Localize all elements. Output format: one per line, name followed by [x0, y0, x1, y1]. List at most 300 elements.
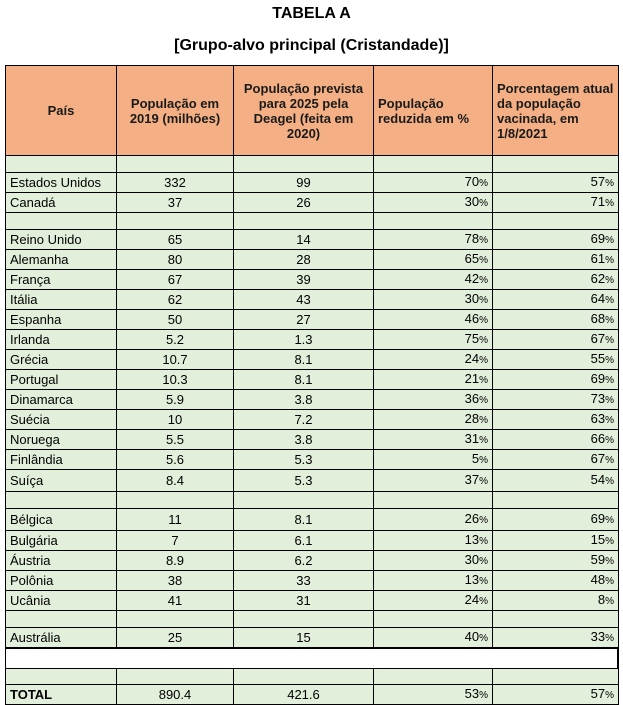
pop2025-cell-value: 5.3 — [294, 473, 313, 488]
percent-sign: % — [605, 576, 614, 587]
header-vaccinated: Porcentagem atual da população vacinada, em 1/8/2021 — [493, 66, 619, 156]
reduced-cell — [374, 193, 493, 213]
table-title: TABELA A — [272, 5, 351, 22]
reduced-cell-value: 46 — [464, 311, 480, 326]
percent-sign: % — [479, 415, 488, 426]
pop2019-cell — [117, 193, 234, 213]
percent-sign: % — [479, 435, 488, 446]
blank-cell — [493, 611, 619, 628]
percent-sign: % — [605, 395, 614, 406]
pop2025-cell-value: 1.3 — [294, 332, 313, 347]
table-row — [6, 509, 619, 531]
reduced-cell-value: 30 — [464, 552, 480, 567]
country-cell-value: Reino Unido — [10, 232, 82, 247]
pop2019-cell — [117, 390, 234, 410]
percent-sign: % — [479, 335, 488, 346]
pop2025-cell — [234, 310, 374, 330]
blank-cell — [6, 156, 117, 173]
pop2019-cell — [117, 310, 234, 330]
reduced-cell-value: 24 — [464, 351, 480, 366]
vaccinated-cell — [493, 470, 619, 492]
country-cell-value: Austrália — [10, 630, 61, 645]
country-cell-value: Irlanda — [10, 332, 50, 347]
table-row — [6, 370, 619, 390]
country-cell — [6, 173, 117, 193]
pop2025-cell — [234, 450, 374, 470]
blank-cell — [374, 213, 493, 230]
table-row — [6, 410, 619, 430]
country-cell — [6, 290, 117, 310]
country-cell — [6, 410, 117, 430]
pop2025-cell — [234, 350, 374, 370]
country-cell-value: Canadá — [10, 195, 56, 210]
country-cell — [6, 193, 117, 213]
reduced-cell — [374, 470, 493, 492]
percent-sign: % — [479, 515, 488, 526]
reduced-cell — [374, 450, 493, 470]
country-cell-value: Espanha — [10, 312, 62, 327]
pop2025-cell-value: 7.2 — [294, 412, 313, 427]
pop2025-cell-value: 31 — [296, 593, 311, 608]
table-row — [6, 330, 619, 350]
country-cell — [6, 551, 117, 571]
blank-cell — [374, 156, 493, 173]
blank-cell — [374, 668, 493, 685]
country-cell-value: Polônia — [10, 573, 54, 588]
percent-sign: % — [479, 536, 488, 547]
pop2019-cell-value: 5.2 — [165, 332, 185, 347]
pop2019-cell-value: 50 — [167, 312, 183, 327]
vaccinated-cell — [493, 591, 619, 611]
reduced-cell-value: 26 — [464, 511, 480, 526]
pop2019-cell-value: 11 — [168, 512, 182, 527]
blank-row — [6, 492, 619, 509]
percent-sign: % — [605, 198, 614, 209]
country-cell — [6, 370, 117, 390]
percent-sign: % — [605, 255, 614, 266]
pop2025-cell-value: 26 — [296, 195, 311, 210]
blank-cell — [117, 213, 234, 230]
reduced-cell-value: 21 — [464, 371, 480, 386]
pop2025-cell-value: 5.3 — [294, 452, 313, 467]
blank-cell — [117, 156, 234, 173]
pop2025-cell-value: 421.6 — [287, 687, 320, 702]
percent-sign: % — [479, 275, 488, 286]
pop2025-cell — [234, 173, 374, 193]
pop2019-cell-value: 10.3 — [162, 372, 188, 387]
percent-sign: % — [479, 576, 488, 587]
pop2019-cell-value: 10 — [167, 412, 183, 427]
pop2019-cell — [117, 551, 234, 571]
total-row — [6, 685, 619, 705]
pop2025-cell — [234, 470, 374, 492]
blank-cell — [234, 492, 374, 509]
pop2025-cell-value: 8.1 — [294, 512, 313, 527]
country-cell-value: Bélgica — [10, 512, 53, 527]
pop2019-cell-value: 67 — [167, 272, 183, 287]
reduced-cell-value: 28 — [464, 411, 480, 426]
pop2019-cell-value: 62 — [167, 292, 183, 307]
pop2019-cell — [117, 370, 234, 390]
pop2025-cell-value: 27 — [296, 312, 311, 327]
vaccinated-cell — [493, 370, 619, 390]
blank-row — [6, 213, 619, 230]
blank-cell — [493, 492, 619, 509]
vaccinated-cell — [493, 270, 619, 290]
country-cell — [6, 310, 117, 330]
country-cell — [6, 350, 117, 370]
percent-sign: % — [479, 178, 488, 189]
blank-cell — [374, 611, 493, 628]
vaccinated-cell — [493, 685, 619, 705]
percent-sign: % — [605, 476, 614, 487]
table-row — [6, 290, 619, 310]
blank-row — [6, 156, 619, 173]
pop2019-cell — [117, 330, 234, 350]
reduced-cell-value: 53 — [464, 686, 480, 701]
vaccinated-cell-value: 71 — [590, 194, 606, 209]
table-row — [6, 230, 619, 250]
pop2025-cell-value: 99 — [296, 175, 311, 190]
percent-sign: % — [479, 235, 488, 246]
percent-sign: % — [605, 596, 614, 607]
pop2019-cell-value: 8.9 — [165, 553, 185, 568]
percent-sign: % — [479, 395, 488, 406]
country-cell — [6, 591, 117, 611]
header-pop2019: População em 2019 (milhões) — [117, 66, 234, 156]
pop2019-cell — [117, 685, 234, 705]
percent-sign: % — [605, 295, 614, 306]
country-cell — [6, 390, 117, 410]
pop2025-cell-value: 6.1 — [294, 533, 313, 548]
pop2025-cell — [234, 628, 374, 648]
pop2019-cell-value: 890.4 — [158, 687, 192, 702]
country-cell — [6, 571, 117, 591]
reduced-cell-value: 31 — [464, 431, 480, 446]
pop2025-cell-value: 39 — [296, 272, 311, 287]
pop2019-cell-value: 5.5 — [165, 432, 185, 447]
pop2025-cell-value: 3.8 — [294, 392, 313, 407]
percent-sign: % — [479, 315, 488, 326]
table-row — [6, 173, 619, 193]
header-country: País — [6, 66, 117, 156]
pop2025-cell — [234, 430, 374, 450]
pop2019-cell-value: 65 — [167, 232, 183, 247]
reduced-cell — [374, 430, 493, 450]
percent-sign: % — [605, 375, 614, 386]
table-row — [6, 450, 619, 470]
header-row — [6, 66, 619, 156]
percent-sign: % — [479, 255, 488, 266]
table-subtitle: [Grupo-alvo principal (Cristandade)] — [174, 37, 449, 54]
pop2025-cell — [234, 290, 374, 310]
vaccinated-cell — [493, 173, 619, 193]
vaccinated-cell-value: 69 — [590, 231, 606, 246]
country-cell-value: Alemanha — [10, 252, 69, 267]
vaccinated-cell — [493, 230, 619, 250]
percent-sign: % — [605, 455, 614, 466]
pop2025-cell-value: 3.8 — [294, 432, 313, 447]
percent-sign: % — [605, 275, 614, 286]
vaccinated-cell-value: 73 — [590, 391, 606, 406]
pop2025-cell — [234, 270, 374, 290]
pop2019-cell-value: 38 — [167, 573, 183, 588]
reduced-cell — [374, 628, 493, 648]
country-cell-value: Dinamarca — [10, 392, 73, 407]
table-row — [6, 551, 619, 571]
blank-cell — [6, 668, 117, 685]
country-cell — [6, 531, 117, 551]
vaccinated-cell-value: 66 — [590, 431, 606, 446]
reduced-cell-value: 37 — [464, 472, 480, 487]
vaccinated-cell — [493, 450, 619, 470]
blank-cell — [234, 611, 374, 628]
reduced-cell — [374, 330, 493, 350]
table-row — [6, 430, 619, 450]
percent-sign: % — [479, 556, 488, 567]
pop2025-cell — [234, 250, 374, 270]
country-cell — [6, 270, 117, 290]
reduced-cell-value: 65 — [464, 251, 480, 266]
vaccinated-cell-value: 67 — [590, 331, 606, 346]
table-row — [6, 390, 619, 410]
vaccinated-cell — [493, 310, 619, 330]
pop2025-cell-value: 8.1 — [294, 372, 313, 387]
vaccinated-cell-value: 68 — [590, 311, 606, 326]
vaccinated-cell-value: 67 — [590, 451, 606, 466]
vaccinated-cell — [493, 509, 619, 531]
country-cell-value: Estados Unidos — [10, 175, 102, 190]
blank-row — [6, 611, 619, 628]
country-cell-value: Noruega — [10, 432, 60, 447]
reduced-cell-value: 40 — [464, 629, 480, 644]
pop2019-cell — [117, 230, 234, 250]
pop2025-cell — [234, 591, 374, 611]
percent-sign: % — [605, 536, 614, 547]
percent-sign: % — [479, 375, 488, 386]
pop2025-cell — [234, 531, 374, 551]
vaccinated-cell — [493, 350, 619, 370]
country-cell — [6, 250, 117, 270]
percent-sign: % — [479, 355, 488, 366]
vaccinated-cell-value: 55 — [590, 351, 606, 366]
country-cell-value: Bulgária — [10, 533, 58, 548]
reduced-cell — [374, 390, 493, 410]
pop2019-cell-value: 10.7 — [162, 352, 188, 367]
pop2025-cell-value: 6.2 — [294, 553, 313, 568]
reduced-cell — [374, 591, 493, 611]
blank-cell — [493, 213, 619, 230]
country-cell — [6, 685, 117, 705]
blank-cell — [374, 492, 493, 509]
vaccinated-cell-value: 54 — [590, 472, 606, 487]
vaccinated-cell-value: 48 — [590, 572, 606, 587]
percent-sign: % — [605, 435, 614, 446]
header-reduced: População reduzida em % — [374, 66, 493, 156]
reduced-cell — [374, 173, 493, 193]
header-pop2025: População prevista para 2025 pela Deagel (feita em 2020) — [234, 66, 374, 156]
data-table — [5, 65, 619, 705]
pop2019-cell — [117, 173, 234, 193]
pop2019-cell — [117, 628, 234, 648]
table-row — [6, 571, 619, 591]
percent-sign: % — [479, 295, 488, 306]
reduced-cell-value: 75 — [464, 331, 480, 346]
percent-sign: % — [605, 235, 614, 246]
percent-sign: % — [605, 556, 614, 567]
pop2025-cell — [234, 509, 374, 531]
country-cell — [6, 230, 117, 250]
country-cell-value: Portugal — [10, 372, 59, 387]
reduced-cell — [374, 531, 493, 551]
pop2025-cell — [234, 193, 374, 213]
reduced-cell — [374, 230, 493, 250]
vaccinated-cell — [493, 193, 619, 213]
vaccinated-cell-value: 69 — [590, 371, 606, 386]
blank-cell — [493, 668, 619, 685]
table-row — [6, 250, 619, 270]
vaccinated-cell-value: 63 — [590, 411, 606, 426]
table-body — [6, 156, 619, 705]
pop2025-cell — [234, 571, 374, 591]
pop2019-cell — [117, 250, 234, 270]
pop2019-cell — [117, 509, 234, 531]
country-cell — [6, 509, 117, 531]
vaccinated-cell-value: 33 — [590, 629, 606, 644]
vaccinated-cell-value: 57 — [590, 174, 606, 189]
reduced-cell-value: 30 — [464, 194, 480, 209]
pop2019-cell — [117, 571, 234, 591]
country-cell-value: Grécia — [10, 352, 49, 367]
table-row — [6, 591, 619, 611]
reduced-cell-value: 24 — [464, 592, 480, 607]
percent-sign: % — [605, 335, 614, 346]
percent-sign: % — [605, 178, 614, 189]
reduced-cell-value: 30 — [464, 291, 480, 306]
pop2019-cell — [117, 450, 234, 470]
table-row — [6, 628, 619, 648]
table-row — [6, 470, 619, 492]
pop2019-cell-value: 7 — [171, 533, 179, 548]
pop2019-cell-value: 41 — [167, 593, 183, 608]
reduced-cell — [374, 571, 493, 591]
footer-row — [5, 648, 618, 669]
reduced-cell — [374, 270, 493, 290]
table-row — [6, 270, 619, 290]
pop2025-cell-value: 14 — [296, 232, 311, 247]
vaccinated-cell — [493, 410, 619, 430]
table-row — [6, 531, 619, 551]
percent-sign: % — [605, 415, 614, 426]
vaccinated-cell — [493, 571, 619, 591]
pop2025-cell-value: 15 — [296, 630, 311, 645]
pop2025-cell — [234, 685, 374, 705]
blank-cell — [234, 668, 374, 685]
pop2025-cell-value: 28 — [296, 252, 311, 267]
pop2025-cell — [234, 551, 374, 571]
blank-cell — [6, 213, 117, 230]
vaccinated-cell-value: 15 — [590, 532, 606, 547]
vaccinated-cell — [493, 390, 619, 410]
pop2025-cell — [234, 230, 374, 250]
pop2019-cell-value: 5.6 — [165, 452, 185, 467]
vaccinated-cell-value: 61 — [590, 251, 606, 266]
reduced-cell — [374, 310, 493, 330]
pop2019-cell-value: 5.9 — [165, 392, 185, 407]
blank-cell — [6, 492, 117, 509]
percent-sign: % — [605, 515, 614, 526]
country-cell-value: França — [10, 272, 51, 287]
pop2025-cell — [234, 410, 374, 430]
country-cell-value: Áustria — [10, 553, 51, 568]
vaccinated-cell-value: 8 — [597, 592, 606, 607]
reduced-cell-value: 13 — [464, 572, 480, 587]
pop2019-cell — [117, 430, 234, 450]
pop2019-cell — [117, 591, 234, 611]
pop2019-cell — [117, 270, 234, 290]
blank-cell — [117, 492, 234, 509]
reduced-cell — [374, 290, 493, 310]
pop2025-cell — [234, 330, 374, 350]
country-cell-value: TOTAL — [10, 687, 53, 702]
vaccinated-cell — [493, 628, 619, 648]
country-cell-value: Itália — [10, 292, 38, 307]
reduced-cell — [374, 410, 493, 430]
pop2019-cell — [117, 470, 234, 492]
pop2025-cell-value: 8.1 — [294, 352, 313, 367]
vaccinated-cell — [493, 290, 619, 310]
country-cell-value: Suécia — [10, 412, 50, 427]
reduced-cell — [374, 250, 493, 270]
blank-cell — [234, 213, 374, 230]
blank-cell — [117, 611, 234, 628]
reduced-cell — [374, 551, 493, 571]
percent-sign: % — [479, 455, 488, 466]
pop2019-cell — [117, 290, 234, 310]
reduced-cell-value: 78 — [464, 231, 480, 246]
pop2019-cell-value: 37 — [167, 195, 183, 210]
reduced-cell — [374, 350, 493, 370]
country-cell-value: Finlândia — [10, 452, 63, 467]
vaccinated-cell — [493, 330, 619, 350]
blank-row — [6, 668, 619, 685]
blank-cell — [234, 156, 374, 173]
reduced-cell-value: 36 — [464, 391, 480, 406]
country-cell — [6, 628, 117, 648]
pop2019-cell — [117, 350, 234, 370]
vaccinated-cell-value: 64 — [590, 291, 606, 306]
pop2019-cell-value: 332 — [164, 175, 186, 190]
reduced-cell — [374, 509, 493, 531]
percent-sign: % — [479, 690, 488, 701]
country-cell — [6, 450, 117, 470]
reduced-cell-value: 70 — [464, 174, 480, 189]
country-cell-value: Ucânia — [10, 593, 51, 608]
table-row — [6, 193, 619, 213]
pop2025-cell — [234, 370, 374, 390]
pop2019-cell — [117, 531, 234, 551]
blank-cell — [493, 156, 619, 173]
vaccinated-cell — [493, 551, 619, 571]
pop2025-cell-value: 33 — [296, 573, 311, 588]
percent-sign: % — [479, 476, 488, 487]
percent-sign: % — [479, 596, 488, 607]
table-row — [6, 310, 619, 330]
vaccinated-cell — [493, 430, 619, 450]
vaccinated-cell — [493, 250, 619, 270]
reduced-cell — [374, 685, 493, 705]
vaccinated-cell-value: 62 — [590, 271, 606, 286]
